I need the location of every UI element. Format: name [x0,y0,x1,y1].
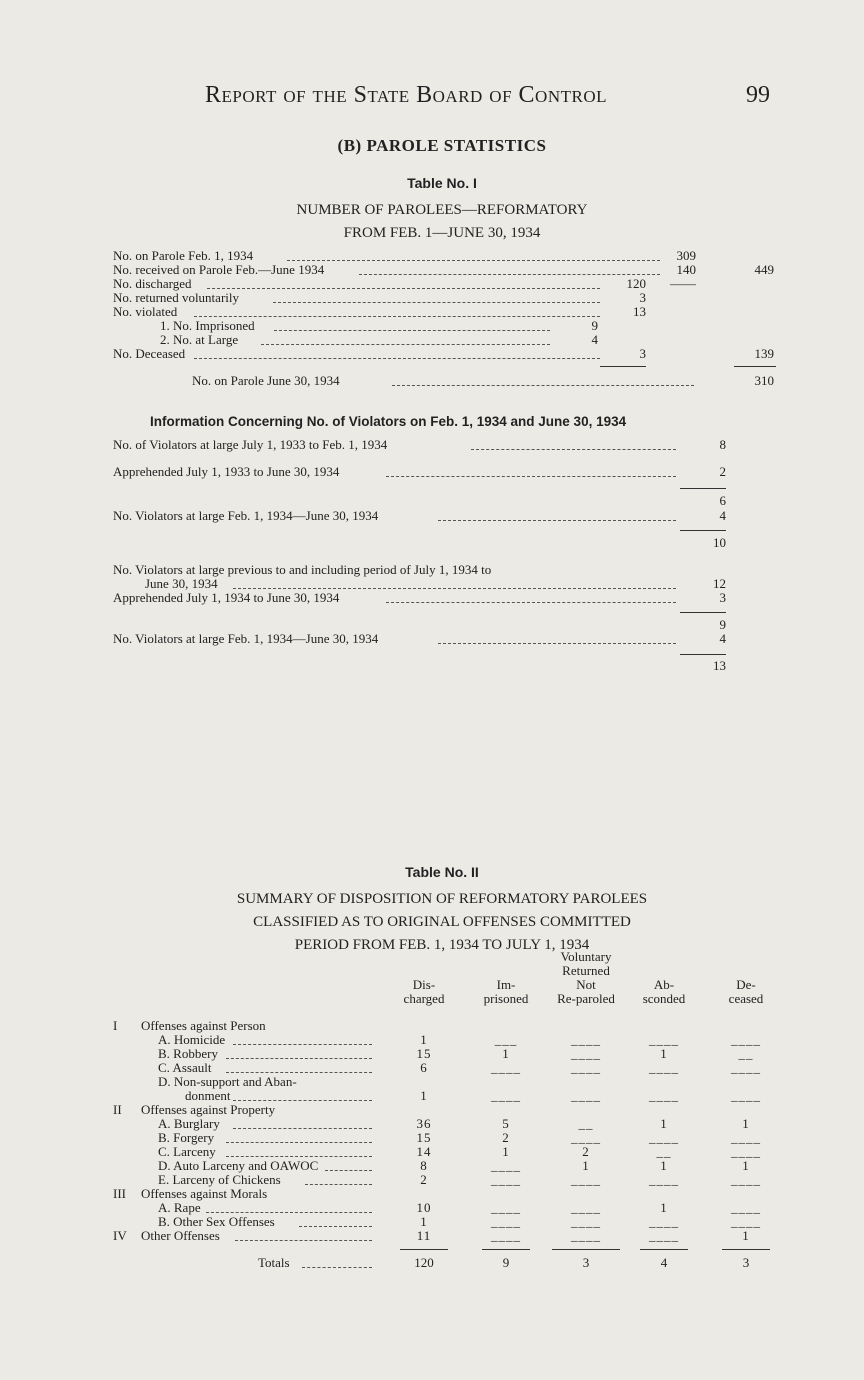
leader-dots [471,448,676,450]
col-header-imprisoned: Im- [496,977,516,992]
violator-value: 4 [719,631,726,646]
table2-cell: ____ [571,1032,601,1047]
table2-row-label: A. Homicide [158,1032,226,1047]
violator-value: 3 [719,590,726,605]
table2-cell: 2 [420,1172,428,1187]
violator-value: 12 [713,576,726,591]
sum-rule [680,654,726,655]
table2-cell: 2 [502,1130,510,1145]
leader-dots [226,1155,372,1157]
table2-cell: ____ [649,1060,679,1075]
table2-row-label: D. Non-support and Aban- [158,1074,297,1089]
table2-title-line3: PERIOD FROM FEB. 1, 1934 TO JULY 1, 1934 [294,937,590,953]
violator-value: 8 [719,437,726,452]
section-numeral: I [113,1018,118,1033]
table2-cell: ____ [571,1130,601,1145]
totals-label: Totals [258,1255,290,1270]
table2-cell: 1 [420,1214,428,1229]
leader-dots [261,343,550,345]
table2-title-line1: SUMMARY OF DISPOSITION OF REFORMATORY PAROLEES [236,891,648,907]
table2-cell: ____ [571,1088,601,1103]
leader-dots [438,642,676,644]
table2-cell: 11 [416,1228,432,1243]
leader-dots [226,1071,372,1073]
table2-cell: 5 [502,1116,510,1131]
table2-cell: ____ [731,1214,761,1229]
table1-cell-col4: 449 [754,262,774,277]
leader-dots [392,384,694,386]
table2-cell: ____ [491,1214,521,1229]
table2-row-label: donment [185,1088,231,1103]
col-header-voluntary: Re-paroled [557,991,615,1006]
table1-row-label: No. on Parole Feb. 1, 1934 [113,248,254,263]
table2-row-label: C. Assault [158,1060,212,1075]
sum-rule [640,1249,688,1250]
violator-line-label: No. of Violators at large July 1, 1933 to Feb. 1, 1934 [113,437,388,452]
sum-rule [482,1249,530,1250]
table2-cell: ____ [649,1088,679,1103]
table2-cell: 1 [660,1200,668,1215]
table2-cell: 6 [420,1060,428,1075]
table2-cell: ____ [491,1200,521,1215]
sum-rule [552,1249,620,1250]
leader-dots [206,1211,372,1213]
table2-cell: 1 [660,1158,668,1173]
leader-dots [287,259,660,261]
table2-cell: ____ [571,1046,601,1061]
table1-title-line1: NUMBER OF PAROLEES—REFORMATORY [296,202,588,218]
table2-cell: 1 [502,1046,510,1061]
leader-dots [233,1099,372,1101]
table2-cell: 1 [742,1228,750,1243]
leader-dots [273,301,600,303]
leader-dots [226,1141,372,1143]
totals-cell: 4 [660,1255,668,1270]
table2-row-label: Other Offenses [141,1228,220,1243]
table2-cell: 1 [660,1046,668,1061]
table2-row-label: A. Burglary [158,1116,220,1131]
table1-row-label: No. received on Parole Feb.—June 1934 [113,262,325,277]
table2-label: Table No. II [405,864,479,880]
table2-cell: ___ [494,1032,518,1047]
table1-cell-col2: 3 [639,346,646,361]
table1-cell-sub: 9 [591,318,598,333]
table2-row-label: A. Rape [158,1200,201,1215]
leader-dots [299,1225,372,1227]
table2-cell: ____ [649,1130,679,1145]
table2-cell: ____ [491,1158,521,1173]
violator-line-label: No. Violators at large Feb. 1, 1934—June 30, 1934 [113,631,379,646]
table2-cell: __ [738,1046,754,1061]
violator-line-label: Apprehended July 1, 1933 to June 30, 1934 [113,464,340,479]
table2-row-label: Offenses against Person [141,1018,266,1033]
table2-row-label: Offenses against Morals [141,1186,268,1201]
col-header-absconded: Ab- [653,977,675,992]
table1-cell-col3: 309 [676,248,696,263]
leader-dots [235,1239,372,1241]
section-numeral: IV [113,1228,127,1243]
table1-cell-col3: 140 [676,262,696,277]
violator-line-label: No. Violators at large Feb. 1, 1934—June 30, 1934 [113,508,379,523]
leader-dots [207,287,600,289]
table2-cell: 8 [420,1158,428,1173]
table2-cell: 36 [416,1116,432,1131]
table2-cell: 1 [582,1158,590,1173]
violator-value: 4 [719,508,726,523]
table1-cell-col2: 13 [633,304,646,319]
violators-heading: Information Concerning No. of Violators on Feb. 1, 1934 and June 30, 1934 [150,414,627,429]
table2-cell: ____ [571,1060,601,1075]
table2-cell: ____ [731,1088,761,1103]
table2-row-label: Offenses against Property [141,1102,276,1117]
table2-cell: ____ [649,1228,679,1243]
table2-cell: ____ [731,1200,761,1215]
table1-cell-col4: 139 [754,346,774,361]
violator-value: 6 [719,493,726,508]
table2-cell: ____ [491,1228,521,1243]
violator-line-label: No. Violators at large previous to and including period of July 1, 1934 to [113,562,492,577]
col-header-voluntary: Not [576,977,596,992]
col-header-voluntary: Returned [562,963,610,978]
table1-row-label: No. violated [113,304,178,319]
violator-value: 2 [719,464,726,479]
table2-cell: ____ [491,1172,521,1187]
table2-cell: 1 [502,1144,510,1159]
table2-cell: ____ [731,1130,761,1145]
table2-row-label: B. Forgery [158,1130,215,1145]
sum-rule [734,366,776,367]
table2-cell: 15 [416,1130,432,1145]
leader-dots [233,1043,372,1045]
table2-cell: ____ [491,1088,521,1103]
violator-line-label: Apprehended July 1, 1934 to June 30, 1934 [113,590,340,605]
table2-cell: 1 [660,1116,668,1131]
table2-cell: __ [578,1116,594,1131]
leader-dots [233,587,676,589]
col-header-imprisoned: prisoned [483,991,529,1006]
leader-dots [325,1169,372,1171]
sum-rule [400,1249,448,1250]
table1-row-label: 1. No. Imprisoned [160,318,255,333]
table2-cell: ____ [731,1032,761,1047]
running-header-title: Report of the State Board of Control [205,82,607,108]
totals-cell: 3 [742,1255,750,1270]
totals-cell: 120 [414,1255,434,1270]
leader-dots [194,357,600,359]
table2-cell: 1 [742,1158,750,1173]
leader-dots [438,519,676,521]
table1-row-label: No. returned voluntarily [113,290,239,305]
leader-dots [274,329,550,331]
table1-cell-col2: 120 [626,276,646,291]
table2-row-label: B. Robbery [158,1046,218,1061]
violator-value: 9 [719,617,726,632]
table2-row-label: D. Auto Larceny and OAWOC [158,1158,319,1173]
section-title: (B) PAROLE STATISTICS [337,136,547,155]
leader-dots [194,315,600,317]
violator-line-label: June 30, 1934 [145,576,218,591]
col-header-deceased: ceased [728,991,764,1006]
table1-cell-col2: 3 [639,290,646,305]
sum-rule [680,612,726,613]
table2-cell: ____ [571,1200,601,1215]
table1-row-label: 2. No. at Large [160,332,239,347]
leader-dots [233,1127,372,1129]
col-header-deceased: De- [736,977,756,992]
col-header-voluntary: Voluntary [560,949,612,964]
table2-cell: ____ [731,1172,761,1187]
table2-cell: ____ [571,1214,601,1229]
section-numeral: III [113,1186,126,1201]
table2-row-label: B. Other Sex Offenses [158,1214,275,1229]
table1-final-value: 310 [754,373,774,388]
sum-rule [680,530,726,531]
table2-cell: ____ [649,1172,679,1187]
table2-cell: 1 [420,1032,428,1047]
leader-dots [386,601,676,603]
leader-dots [386,475,676,477]
table2-cell: ____ [571,1228,601,1243]
leader-dots [359,273,660,275]
leader-dots [302,1266,372,1268]
table2-cell: 2 [582,1144,590,1159]
table2-cell: __ [656,1144,672,1159]
sum-rule [600,366,646,367]
table1-title-line2: FROM FEB. 1—JUNE 30, 1934 [343,225,541,241]
violator-value: 10 [713,535,726,550]
table2-row-label: E. Larceny of Chickens [158,1172,281,1187]
table2-cell: ____ [491,1060,521,1075]
table2-cell: 15 [416,1046,432,1061]
table2-row-label: C. Larceny [158,1144,216,1159]
col-header-absconded: sconded [642,991,686,1006]
table2-title-line2: CLASSIFIED AS TO ORIGINAL OFFENSES COMMITTED [253,914,631,930]
leader-dots [226,1057,372,1059]
table1-cell-col3: —— [670,276,696,291]
table1-row-label: No. discharged [113,276,192,291]
page-number: 99 [746,82,770,108]
sum-rule [680,488,726,489]
table2-cell: ____ [649,1032,679,1047]
col-header-discharged: charged [403,991,445,1006]
table2-cell: ____ [571,1172,601,1187]
table2-cell: ____ [731,1144,761,1159]
table2-cell: 1 [420,1088,428,1103]
table2-cell: ____ [731,1060,761,1075]
table1-row-label: No. Deceased [113,346,186,361]
totals-cell: 9 [502,1255,510,1270]
violator-value: 13 [713,658,726,673]
leader-dots [305,1183,372,1185]
table2-cell: 10 [416,1200,432,1215]
table2-cell: 14 [416,1144,432,1159]
table2-cell: 1 [742,1116,750,1131]
table1-final-label: No. on Parole June 30, 1934 [192,373,340,388]
table1-cell-sub: 4 [591,332,598,347]
table1-label: Table No. I [407,175,477,191]
col-header-discharged: Dis- [412,977,436,992]
sum-rule [722,1249,770,1250]
totals-cell: 3 [582,1255,590,1270]
section-numeral: II [113,1102,122,1117]
table2-cell: ____ [649,1214,679,1229]
